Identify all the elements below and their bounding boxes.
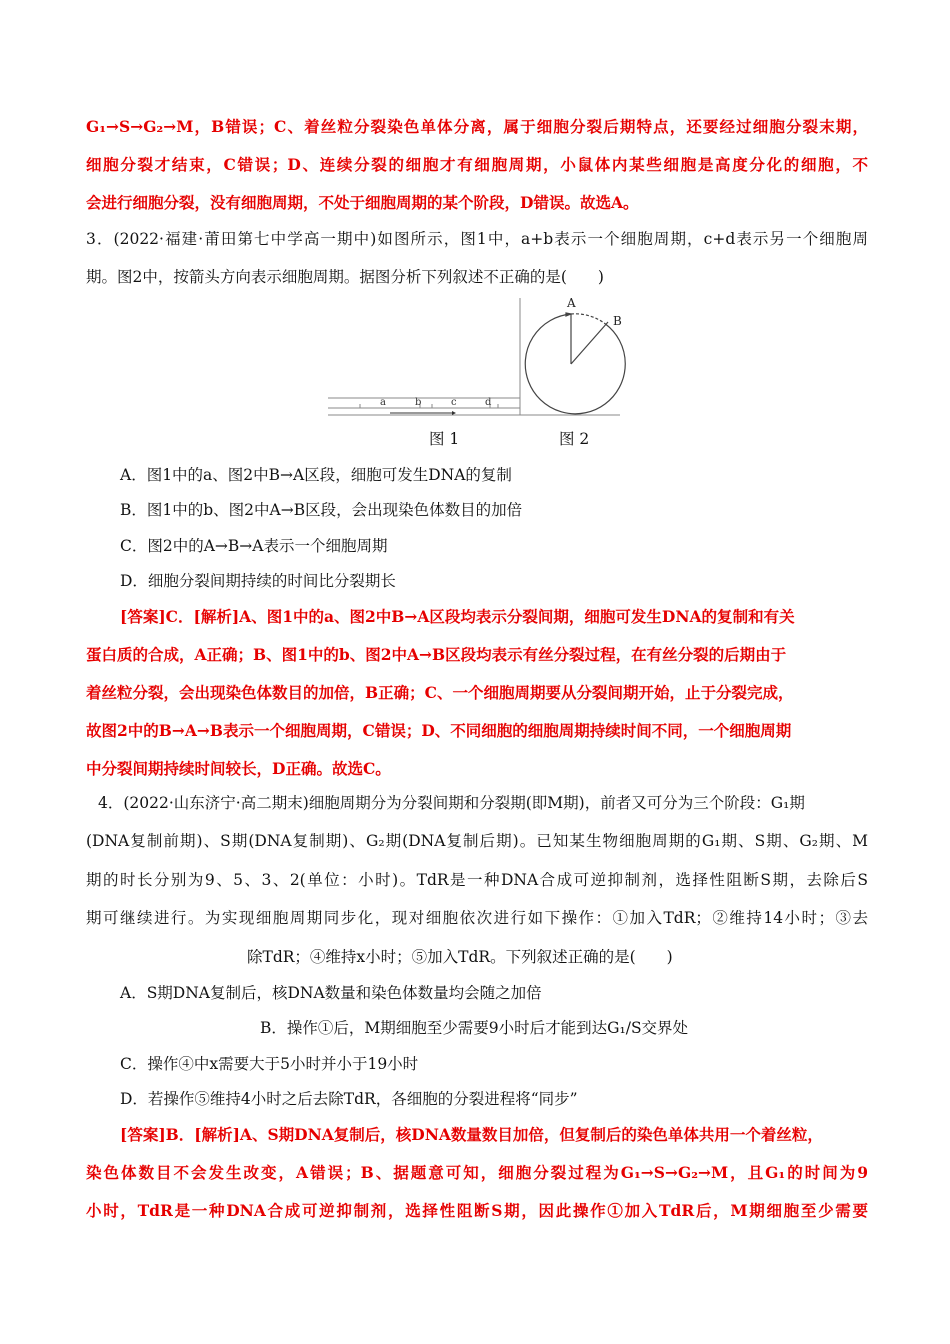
q4-stem: (DNA复制前期)、S期(DNA复制期)、G₂期(DNA复制后期)。已知某生物细胞周期的G₁期、S期、G₂期、M — [86, 832, 868, 850]
q3-option-a: A．图1中的a、图2中B→A区段，细胞可发生DNA的复制 — [120, 466, 512, 484]
q3-answer: 着丝粒分裂，会出现染色体数目的加倍，B正确；C、一个细胞周期要从分裂间期开始，止于分裂完成， — [86, 683, 794, 702]
fig1-label-d: d — [485, 397, 492, 408]
q3-answer: 中分裂间期持续时间较长，D正确。故选C。 — [86, 759, 391, 778]
q3-option-c: C．图2中的A→B→A表示一个细胞周期 — [120, 537, 388, 555]
q4-stem: 期的时长分别为9、5、3、2(单位：小时)。TdR是一种DNA合成可逆抑制剂，选择性阻断S期，去除后S — [86, 871, 868, 889]
q4-answer: 小时，TdR是一种DNA合成可逆抑制剂，选择性阻断S期，因此操作①加入TdR后，M期细胞至少需要 — [86, 1201, 868, 1220]
q3-stem: 期。图2中，按箭头方向表示细胞周期。据图分析下列叙述不正确的是( ) — [86, 268, 604, 286]
fig1-label-a: a — [380, 397, 386, 408]
q4-option-c: C．操作④中x需要大于5小时并小于19小时 — [120, 1055, 419, 1073]
q3-answer: 蛋白质的合成，A正确；B、图1中的b、图2中A→B区段均表示有丝分裂过程，在有丝分裂的后期由于 — [86, 645, 787, 664]
fig2-label-a: A — [567, 296, 576, 310]
fig2-label-b: B — [613, 314, 622, 328]
prev-answer-line: G₁→S→G₂→M，B错误；C、着丝粒分裂染色单体分离，属于细胞分裂后期特点，还要经过细胞分裂末期， — [86, 117, 868, 136]
q3-option-b: B．图1中的b、图2中A→B区段，会出现染色体数目的加倍 — [120, 501, 523, 519]
q4-option-b: B．操作①后，M期细胞至少需要9小时后才能到达G₁/S交界处 — [260, 1019, 689, 1037]
q4-stem: 期可继续进行。为实现细胞周期同步化，现对细胞依次进行如下操作：①加入TdR；②维持14小时；③去 — [86, 909, 868, 927]
q3-answer: [答案]C．[解析]A、图1中的a、图2中B→A区段均表示分裂间期，细胞可发生DNA的复制和有关 — [120, 607, 795, 626]
fig1-label-b: b — [415, 397, 422, 408]
q3-option-d: D．细胞分裂间期持续的时间比分裂期长 — [120, 572, 396, 590]
figure-1-timeline — [328, 298, 620, 415]
fig1-caption: 图 1 — [429, 430, 460, 448]
figure-2-circle — [525, 313, 625, 414]
q4-option-d: D．若操作⑤维持4小时之后去除TdR，各细胞的分裂进程将“同步” — [120, 1090, 578, 1108]
q3-figure — [320, 290, 640, 420]
q3-stem: 3．(2022·福建·莆田第七中学高一期中)如图所示，图1中，a+b表示一个细胞周期，c+d表示另一个细胞周 — [86, 230, 868, 248]
q3-answer: 故图2中的B→A→B表示一个细胞周期，C错误；D、不同细胞的细胞周期持续时间不同，一个细胞周期 — [86, 721, 792, 740]
prev-answer-line: 细胞分裂才结束，C错误；D、连续分裂的细胞才有细胞周期，小鼠体内某些细胞是高度分化的细胞，不 — [86, 155, 868, 174]
fig2-caption: 图 2 — [559, 430, 590, 448]
q4-option-a: A．S期DNA复制后，核DNA数量和染色体数量均会随之加倍 — [120, 984, 542, 1002]
q4-stem: 除TdR；④维持x小时；⑤加入TdR。下列叙述正确的是( ) — [247, 948, 673, 966]
q4-answer: [答案]B．[解析]A、S期DNA复制后，核DNA数量数目加倍，但复制后的染色单体共用一个着丝粒， — [120, 1125, 823, 1144]
q4-stem: 4．(2022·山东济宁·高二期末)细胞周期分为分裂间期和分裂期(即M期)，前者又可分为三个阶段：G₁期 — [98, 794, 805, 812]
prev-answer-line: 会进行细胞分裂，没有细胞周期，不处于细胞周期的某个阶段，D错误。故选A。 — [86, 193, 639, 212]
fig1-label-c: c — [451, 397, 457, 408]
q4-answer: 染色体数目不会发生改变，A错误；B、据题意可知，细胞分裂过程为G₁→S→G₂→M，且G₁的时间为9 — [86, 1163, 868, 1182]
